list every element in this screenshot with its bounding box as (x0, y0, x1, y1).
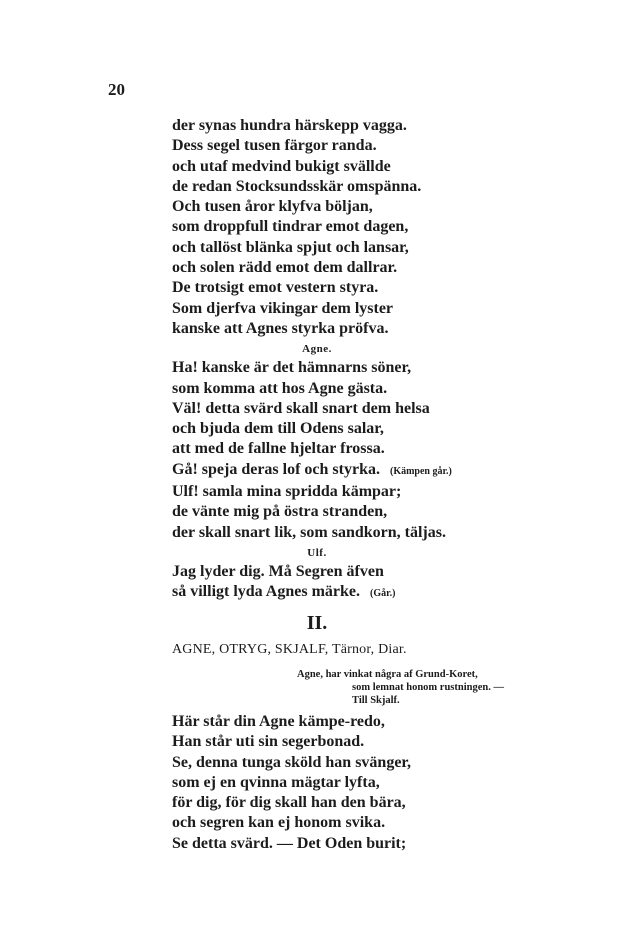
verse-line: som ej en qvinna mägtar lyfta, (172, 773, 380, 791)
verse-line: för dig, för dig skall han den bära, (172, 794, 406, 812)
verse-line: de vänte mig på östra stranden, (172, 503, 388, 521)
verse-line: Och tusen åror klyfva böljan, (172, 198, 373, 216)
verse-line: Här står din Agne kämpe-redo, (172, 713, 385, 730)
verse-line: der skall snart lik, som sandkorn, täljas. (172, 523, 446, 541)
stage-direction-gar: (Går.) (370, 588, 396, 600)
verse-section-one (172, 116, 462, 605)
verse-line: De trotsigt emot vestern styra. (172, 279, 379, 297)
verse-line-with-stage-direction (172, 460, 462, 482)
speaker-agne: Agne. (302, 343, 332, 356)
stage-direction-kampen: (Kämpen går.) (389, 465, 452, 477)
verse-line: der synas hundra härskepp vagga. (172, 117, 407, 134)
verse-line: som droppfull tindrar emot dagen, (172, 218, 409, 236)
scene-number: II. (306, 612, 328, 634)
verse-line: och utaf medvind bukigt svällde (172, 157, 391, 175)
verse-line: Ha! kanske är det hämnarns söner, (172, 359, 412, 377)
verse-line: som komma att hos Agne gästa. (172, 379, 388, 397)
scene-cast-list: AGNE, OTRYG, SKJALF, Tärnor, Diar. (172, 642, 407, 657)
verse-line: Se detta svärd. — Det Oden burit; (172, 834, 407, 852)
verse-line: Dess segel tusen färgor randa. (172, 137, 377, 155)
verse-line: och tallöst blänka spjut och lansar, (172, 238, 409, 256)
speaker-ulf: Ulf. (307, 546, 327, 559)
page-number: 20 (108, 80, 125, 99)
verse-section-two (172, 712, 411, 854)
verse-line: Se, denna tunga sköld han svänger, (172, 753, 412, 771)
verse-line: och solen rädd emot dem dallrar. (172, 259, 398, 277)
direction-line: som lemnat honom rustningen. — (352, 682, 504, 693)
verse-line: Som djerfva vikingar dem lyster (172, 299, 394, 317)
direction-line: Till Skjalf. (352, 695, 400, 706)
scene-stage-direction (297, 668, 504, 707)
verse-text: så villigt lyda Agnes märke. (172, 583, 361, 601)
verse-line-with-stage-direction (172, 582, 462, 604)
verse-text: Gå! speja deras lof och styrka. (172, 460, 380, 478)
verse-line: Jag lyder dig. Må Segren äfven (172, 562, 384, 580)
verse-line: de redan Stocksundsskär omspänna. (172, 177, 422, 195)
verse-line: kanske att Agnes styrka pröfva. (172, 319, 389, 337)
direction-line: Agne, har vinkat några af Grund-Koret, (297, 669, 478, 680)
verse-line: och segren kan ej honom svika. (172, 814, 386, 832)
verse-line: Väl! detta svärd skall snart dem helsa (172, 399, 430, 417)
verse-line: att med de fallne hjeltar frossa. (172, 440, 385, 458)
verse-line: Han står uti sin segerbonad. (172, 733, 365, 751)
verse-line: Ulf! samla mina spridda kämpar; (172, 483, 402, 501)
verse-line: och bjuda dem till Odens salar, (172, 420, 384, 438)
